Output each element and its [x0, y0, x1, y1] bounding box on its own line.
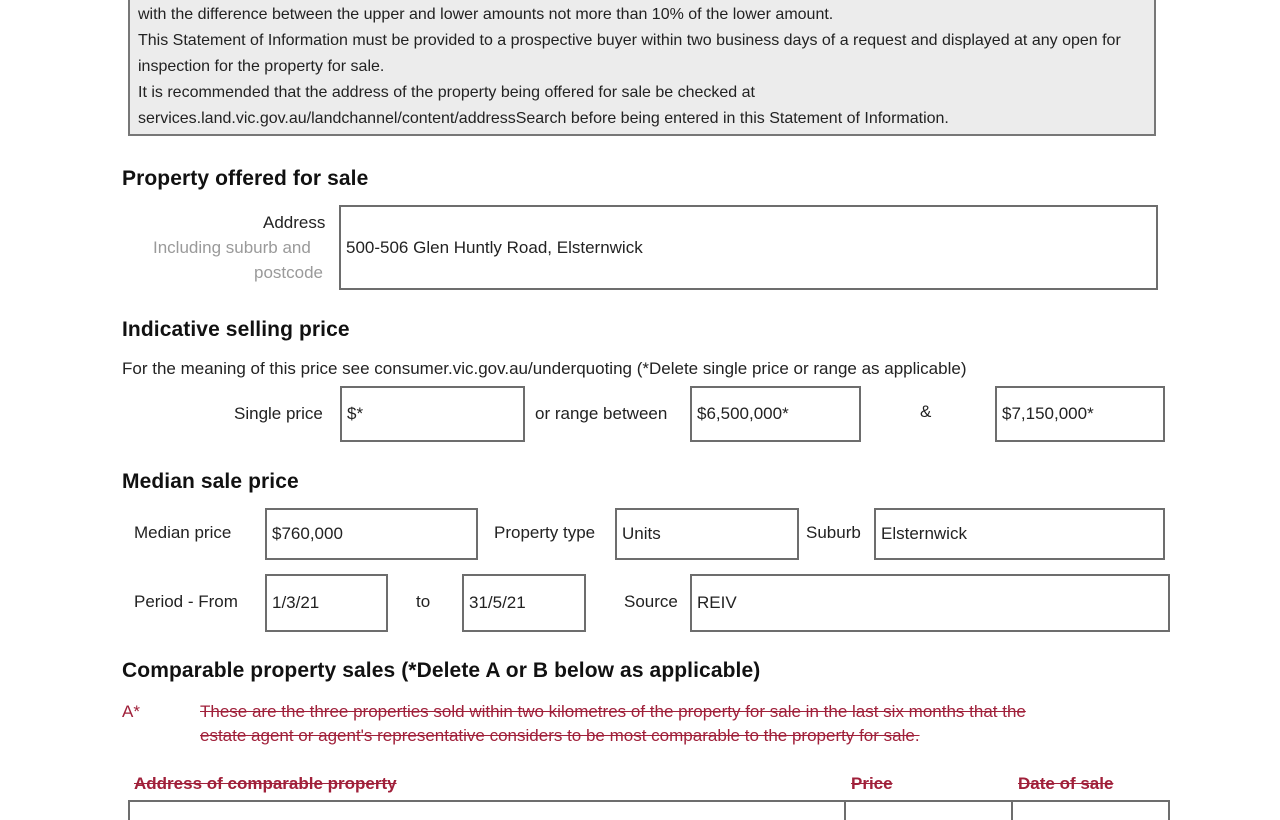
notice-box: [128, 0, 1156, 136]
price-heading: Indicative selling price: [122, 318, 350, 341]
property-type-value: Units: [622, 524, 661, 543]
range-high-value: $7,150,000*: [1002, 404, 1094, 423]
address-hint-line1: Including suburb and: [153, 238, 311, 257]
source-value: REIV: [697, 593, 737, 612]
suburb-label: Suburb: [806, 523, 861, 542]
range-ampersand: &: [920, 402, 932, 421]
single-price-field[interactable]: [340, 386, 525, 442]
suburb-field[interactable]: [874, 508, 1165, 560]
option-a-text-line1: These are the three properties sold within two kilometres of the property for sale in the last six months that the: [200, 702, 1026, 721]
col-header-price: Price: [851, 774, 893, 793]
period-from-value: 1/3/21: [272, 593, 320, 612]
comparable-price-cell[interactable]: [844, 800, 1013, 820]
range-label: or range between: [535, 404, 668, 423]
range-low-value: $6,500,000*: [697, 404, 789, 423]
address-value: 500-506 Glen Huntly Road, Elsternwick: [346, 237, 643, 257]
price-note: For the meaning of this price see consumer.vic.gov.au/underquoting (*Delete single price or range as applicable): [122, 359, 967, 378]
range-high-field[interactable]: [995, 386, 1165, 442]
property-type-label: Property type: [494, 523, 596, 542]
source-label: Source: [624, 592, 678, 611]
notice-para3: It is recommended that the address of the property being offered for sale be checked at services.land.vic.gov.au/landchannel/content/addressSearch before being entered in this Statement of Information.: [138, 84, 949, 127]
option-a-text-line2: estate agent or agent's representative considers to be most comparable to the property for sale.: [200, 726, 920, 745]
notice-para2: This Statement of Information must be provided to a prospective buyer within two business days of a request and displayed at any open for inspection for the property for sale.: [138, 32, 1121, 75]
option-a-marker: A*: [122, 702, 140, 721]
address-label: Address: [263, 213, 326, 232]
range-low-field[interactable]: [690, 386, 861, 442]
single-price-label: Single price: [234, 404, 323, 423]
col-header-date: Date of sale: [1018, 774, 1114, 793]
period-to-label: to: [416, 592, 431, 611]
address-field[interactable]: [339, 205, 1158, 290]
source-field[interactable]: [690, 574, 1170, 632]
period-from-label: Period - From: [134, 592, 238, 611]
median-heading: Median sale price: [122, 470, 299, 493]
comparable-heading: Comparable property sales (*Delete A or B below as applicable): [122, 659, 761, 682]
period-to-value: 31/5/21: [469, 593, 526, 612]
single-price-value: $*: [347, 404, 364, 423]
notice-line1: with the difference between the upper and lower amounts not more than 10% of the lower amount.: [138, 6, 834, 23]
property-heading: Property offered for sale: [122, 167, 369, 190]
comparable-date-cell[interactable]: [1011, 800, 1170, 820]
period-to-field[interactable]: [462, 574, 586, 632]
col-header-address: Address of comparable property: [134, 774, 397, 793]
suburb-value: Elsternwick: [881, 524, 967, 543]
median-price-label: Median price: [134, 523, 232, 542]
comparable-address-cell[interactable]: [128, 800, 846, 820]
property-type-field[interactable]: [615, 508, 799, 560]
median-price-value: $760,000: [272, 524, 343, 543]
period-from-field[interactable]: [265, 574, 388, 632]
address-hint-line2: postcode: [254, 263, 323, 282]
median-price-field[interactable]: [265, 508, 478, 560]
